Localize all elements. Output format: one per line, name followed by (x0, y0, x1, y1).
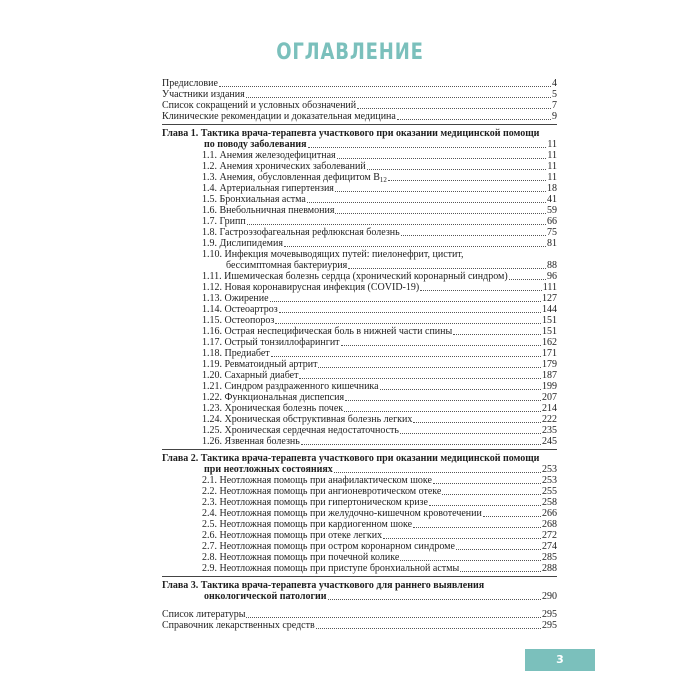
toc-entry-label: 1.17. Острый тонзиллофарингит (202, 337, 340, 348)
divider (162, 449, 557, 450)
toc-entry[interactable] (162, 530, 557, 541)
toc-entry-label: 1.6. Внебольничная пневмония (202, 205, 335, 216)
toc-entry[interactable] (162, 497, 557, 508)
chapter-2-heading[interactable]: Глава 2. Тактика врача-терапевта участкового при оказании медицинской помощи (162, 453, 540, 464)
toc-entry[interactable] (162, 183, 557, 194)
toc-entry-page: 75 (547, 227, 557, 238)
toc-entry-label: 2.9. Неотложная помощь при приступе бронхиальной астмы (202, 563, 460, 574)
toc-entry[interactable] (162, 100, 557, 111)
toc-entry[interactable] (162, 563, 557, 574)
toc-entry-page: 4 (552, 78, 557, 89)
toc-entry[interactable] (162, 194, 557, 205)
toc-entry-page: 222 (542, 414, 557, 425)
toc-entry-page: 266 (542, 508, 557, 519)
toc-entry[interactable] (162, 150, 557, 161)
toc-entry-label: 2.3. Неотложная помощь при гипертоническом кризе (202, 497, 428, 508)
toc-entry-label: 1.1. Анемия железодефицитная (202, 150, 336, 161)
toc-entry-label: 2.2. Неотложная помощь при ангионевротическом отеке (202, 486, 442, 497)
toc-entry-label: 2.1. Неотложная помощь при анафилактическом шоке (202, 475, 432, 486)
toc-entry-page: 245 (542, 436, 557, 447)
toc-entry-label: 2.8. Неотложная помощь при почечной колике (202, 552, 400, 563)
toc-entry[interactable] (162, 271, 557, 282)
toc-entry-label: 1.16. Острая неспецифическая боль в нижней части спины (202, 326, 453, 337)
toc-entry-label: Предисловие (162, 78, 218, 89)
toc-entry[interactable] (162, 609, 557, 620)
toc-entry[interactable] (162, 282, 557, 293)
toc-entry[interactable] (162, 337, 557, 348)
toc-entry-label: Список сокращений и условных обозначений (162, 100, 357, 111)
toc-entry[interactable] (162, 541, 557, 552)
toc-entry-label: 1.2. Анемия хронических заболеваний (202, 161, 366, 172)
toc-entry-label: Справочник лекарственных средств (162, 620, 315, 631)
toc-entry-page: 187 (542, 370, 557, 381)
toc-entry-label: 1.22. Функциональная диспепсия (202, 392, 345, 403)
toc-entry-page: 207 (542, 392, 557, 403)
page-number-badge: 3 (525, 649, 595, 671)
toc-entry[interactable] (162, 172, 557, 183)
toc-entry-label: 2.7. Неотложная помощь при остром коронарном синдроме (202, 541, 455, 552)
toc-entry-page: 295 (542, 609, 557, 620)
toc-entry-page: 18 (547, 183, 557, 194)
toc-entry-page: 11 (547, 172, 557, 183)
toc-entry-label: 1.21. Синдром раздраженного кишечника (202, 381, 379, 392)
toc-entry-page: 268 (542, 519, 557, 530)
divider (162, 576, 557, 577)
toc-entry[interactable] (162, 326, 557, 337)
chapter-2-heading-cont[interactable]: при неотложных состояниях 253 (204, 464, 557, 475)
toc-entry-label: 2.5. Неотложная помощь при кардиогенном шоке (202, 519, 413, 530)
toc-entry-page: 255 (542, 486, 557, 497)
toc-entry-page: 272 (542, 530, 557, 541)
toc-entry-label: 1.11. Ишемическая болезнь сердца (хронический коронарный синдром) (202, 271, 508, 282)
toc-entry-page: 253 (542, 475, 557, 486)
toc-entry[interactable] (162, 111, 557, 122)
chapter-1-heading-cont[interactable]: по поводу заболевания 11 (204, 139, 557, 150)
toc-entry-page: 144 (542, 304, 557, 315)
toc-entry[interactable] (162, 552, 557, 563)
toc-entry-page: 290 (542, 591, 557, 602)
toc-entry[interactable] (162, 475, 557, 486)
toc-entry-page: 171 (542, 348, 557, 359)
toc-entry[interactable] (162, 205, 557, 216)
toc-entry[interactable] (162, 370, 557, 381)
toc-entry[interactable] (162, 348, 557, 359)
toc-entry-page: 11 (547, 139, 557, 150)
toc-entry[interactable] (162, 227, 557, 238)
toc-entry-label: Участники издания (162, 89, 245, 100)
toc-entry-page: 88 (547, 260, 557, 271)
toc-entry-page: 288 (542, 563, 557, 574)
page-title: ОГЛАВЛЕНИЕ (276, 40, 424, 65)
toc-entry-label: Список литературы (162, 609, 246, 620)
toc-entry-page: 253 (542, 464, 557, 475)
toc-entry-page: 11 (547, 161, 557, 172)
toc-entry-page: 59 (547, 205, 557, 216)
toc-entry[interactable] (162, 403, 557, 414)
toc-entry[interactable] (162, 359, 557, 370)
toc-entry-label: 1.5. Бронхиальная астма (202, 194, 306, 205)
toc-entry-label: 2.6. Неотложная помощь при отеке легких (202, 530, 383, 541)
toc-entry-label: бессимптомная бактериурия (226, 260, 348, 271)
toc-entry-page: 111 (542, 282, 557, 293)
toc-entry-page: 179 (542, 359, 557, 370)
toc-entry-label: 1.26. Язвенная болезнь (202, 436, 300, 447)
toc-entry[interactable] (162, 519, 557, 530)
toc-entry[interactable] (162, 436, 557, 447)
toc-entry-page: 151 (542, 315, 557, 326)
toc-entry-page: 7 (552, 100, 557, 111)
toc-entry-page: 214 (542, 403, 557, 414)
toc-entry-label: 1.7. Грипп (202, 216, 246, 227)
toc-entry[interactable] (162, 161, 557, 172)
toc-entry-label: Клинические рекомендации и доказательная медицина (162, 111, 396, 122)
toc-entry[interactable] (162, 392, 557, 403)
toc-entry[interactable] (162, 293, 557, 304)
toc-entry-label: 1.3. Анемия, обусловленная дефицитом $B_{12}$ (202, 172, 387, 184)
toc-entry-label: 1.14. Остеоартроз (202, 304, 278, 315)
toc-entry[interactable] (162, 381, 557, 392)
toc-entry[interactable] (162, 78, 557, 89)
toc-entry-page: 151 (542, 326, 557, 337)
toc-entry[interactable] (162, 315, 557, 326)
toc-entry[interactable] (162, 620, 557, 631)
toc-entry-label: 1.12. Новая коронавирусная инфекция (COVID-19) (202, 282, 420, 293)
toc-entry-page: 66 (547, 216, 557, 227)
toc-entry[interactable] (162, 89, 557, 100)
chapter-3-heading-cont[interactable]: онкологической патологии 290 (204, 591, 557, 602)
toc-entry-page: 5 (552, 89, 557, 100)
toc-entry-page: 96 (547, 271, 557, 282)
toc-entry-page: 81 (547, 238, 557, 249)
toc-entry[interactable] (162, 425, 557, 436)
toc-entry[interactable] (162, 414, 557, 425)
toc-entry-label: 1.25. Хроническая сердечная недостаточность (202, 425, 399, 436)
toc-entry-label: 1.18. Предиабет (202, 348, 270, 359)
toc-entry-page: 9 (552, 111, 557, 122)
toc-entry-page: 285 (542, 552, 557, 563)
toc-entry[interactable] (162, 260, 557, 271)
toc-entry-page: 11 (547, 150, 557, 161)
toc-entry-page: 127 (542, 293, 557, 304)
toc-entry[interactable] (162, 508, 557, 519)
toc-entry-label: 1.8. Гастроэзофагеальная рефлюксная болезнь (202, 227, 400, 238)
toc-entry-page: 199 (542, 381, 557, 392)
toc-entry-label: 1.20. Сахарный диабет (202, 370, 299, 381)
toc-entry-page: 258 (542, 497, 557, 508)
chapter-1-heading[interactable]: Глава 1. Тактика врача-терапевта участкового при оказании медицинской помощи (162, 128, 540, 139)
toc-entry-label: 1.19. Ревматоидный артрит (202, 359, 318, 370)
toc-entry-label: 2.4. Неотложная помощь при желудочно-кишечном кровотечении (202, 508, 482, 519)
toc-entry-label: 1.24. Хроническая обструктивная болезнь легких (202, 414, 413, 425)
toc-entry-label: 1.23. Хроническая болезнь почек (202, 403, 344, 414)
chapter-3-heading[interactable]: Глава 3. Тактика врача-терапевта участкового для раннего выявления (162, 580, 485, 591)
toc-entry-page: 295 (542, 620, 557, 631)
toc-entry-label: 1.13. Ожирение (202, 293, 269, 304)
toc-entry-page: 162 (542, 337, 557, 348)
toc-entry[interactable] (162, 486, 557, 497)
toc-entry[interactable] (162, 216, 557, 227)
toc-entry-page: 274 (542, 541, 557, 552)
divider (162, 124, 557, 125)
toc-entry[interactable] (162, 304, 557, 315)
toc-entry-label: 1.9. Дислипидемия (202, 238, 283, 249)
toc-entry-page: 235 (542, 425, 557, 436)
table-of-contents (162, 78, 557, 631)
toc-entry-label: 1.4. Артериальная гипертензия (202, 183, 334, 194)
toc-entry-multiline[interactable]: 1.10. Инфекция мочевыводящих путей: пиелонефрит, цистит, (202, 249, 464, 260)
toc-entry-page: 41 (547, 194, 557, 205)
toc-entry-label: 1.15. Остеопороз (202, 315, 275, 326)
toc-entry[interactable] (162, 238, 557, 249)
